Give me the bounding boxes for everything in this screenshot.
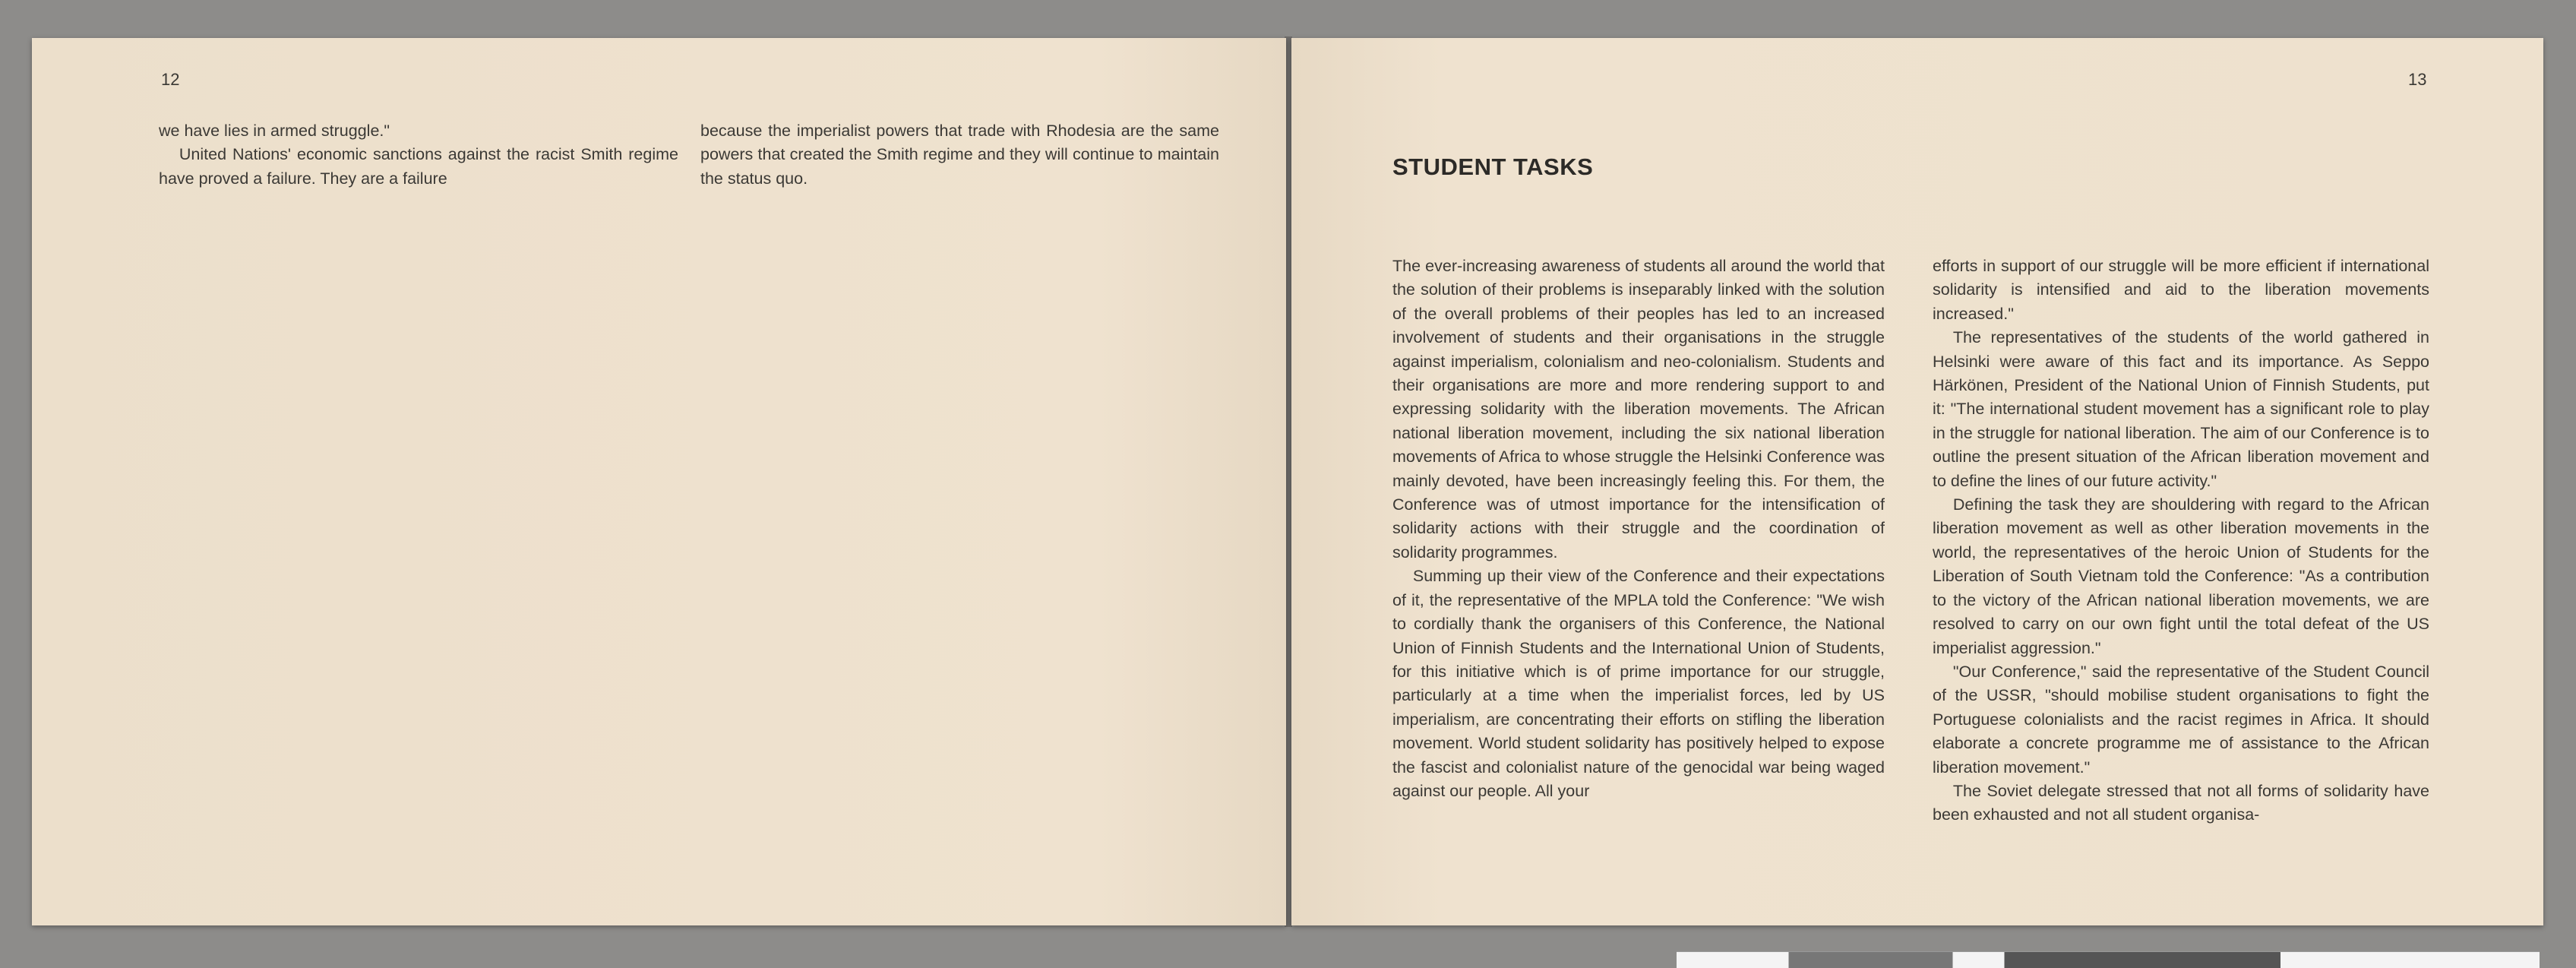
section-heading: STUDENT TASKS bbox=[1392, 153, 1594, 180]
right-column-2 bbox=[1933, 255, 2429, 827]
paragraph: we have lies in armed struggle." bbox=[159, 122, 390, 140]
paragraph: The Soviet delegate stressed that not all forms of solidarity have been exhausted and not all student organisa- bbox=[1933, 781, 2429, 824]
right-page bbox=[1291, 38, 2543, 925]
paragraph: The ever-increasing awareness of students all around the world that the solution of their problems is inseparably linked with the solution of the overall problems of their peoples has led to an increased involvement of students and their organisations in the struggle against imperialism, colonialism and neo-colonialism. Students and their organisations are more and more rendering support to and expressing solidarity with the liberation movements. The African national liberation movement, including the six national liberation movements of Africa to whose struggle the Helsinki Conference was mainly devoted, have been increasingly feeling this. For them, the Conference was of utmost importance for the intensification of solidarity actions with their struggle and the coordination of solidarity programmes. bbox=[1392, 257, 1885, 562]
left-page bbox=[32, 38, 1286, 925]
paragraph: United Nations' economic sanctions against the racist Smith regime have proved a failure. They are a failure bbox=[159, 145, 678, 188]
paragraph: efforts in support of our struggle will be more efficient if international solidarity is intensified and aid to the liberation movements increased." bbox=[1933, 257, 2429, 323]
paragraph: The representatives of the students of the world gathered in Helsinki were aware of this fact and its importance. As Seppo Härkönen, President of the National Union of Finnish Students, put it: "The international student movement has a significant role to play in the struggle for national liberation. The aim of our Conference is to outline the present situation of the African liberation movement and to define the lines of our future activity." bbox=[1933, 328, 2429, 490]
paragraph: Defining the task they are shouldering with regard to the African liberation movement as well as other liberation movements in the world, the representatives of the heroic Union of Students for the Liberation of South Vietnam told the Conference: "As a contribution to the victory of the African national liberation movements, we are resolved to carry on our own fight until the total defeat of the US imperialist aggression." bbox=[1933, 495, 2429, 657]
left-column-1 bbox=[159, 119, 678, 191]
paragraph: because the imperialist powers that trade with Rhodesia are the same powers that created the Smith regime and they will continue to maintain the status quo. bbox=[700, 122, 1219, 188]
paragraph: Summing up their view of the Conference and their expectations of it, the representative of the MPLA told the Conference: "We wish to cordially thank the organisers of this Conference, the National Union of Finnish Students and the International Union of Students, for this initiative which is of prime importance for our struggle, particularly at a time when the imperialist forces, led by US imperialism, are concentrating their efforts on stifling the liberation movement. World student solidarity has positively helped to expose the fascist and colonialist nature of the genocidal war being waged against our people. All your bbox=[1392, 567, 1885, 800]
left-column-2 bbox=[700, 119, 1219, 191]
page-number: 12 bbox=[161, 70, 180, 89]
page-number: 13 bbox=[2408, 70, 2427, 89]
paragraph: "Our Conference," said the representative of the Student Council of the USSR, "should mobilise student organisations to fight the Portuguese colonialists and the racist regimes in Africa. It should elaborate a concrete programme me of assistance to the African liberation movement." bbox=[1933, 662, 2429, 777]
scale-ruler bbox=[1677, 951, 2540, 968]
right-column-1 bbox=[1392, 255, 1885, 803]
